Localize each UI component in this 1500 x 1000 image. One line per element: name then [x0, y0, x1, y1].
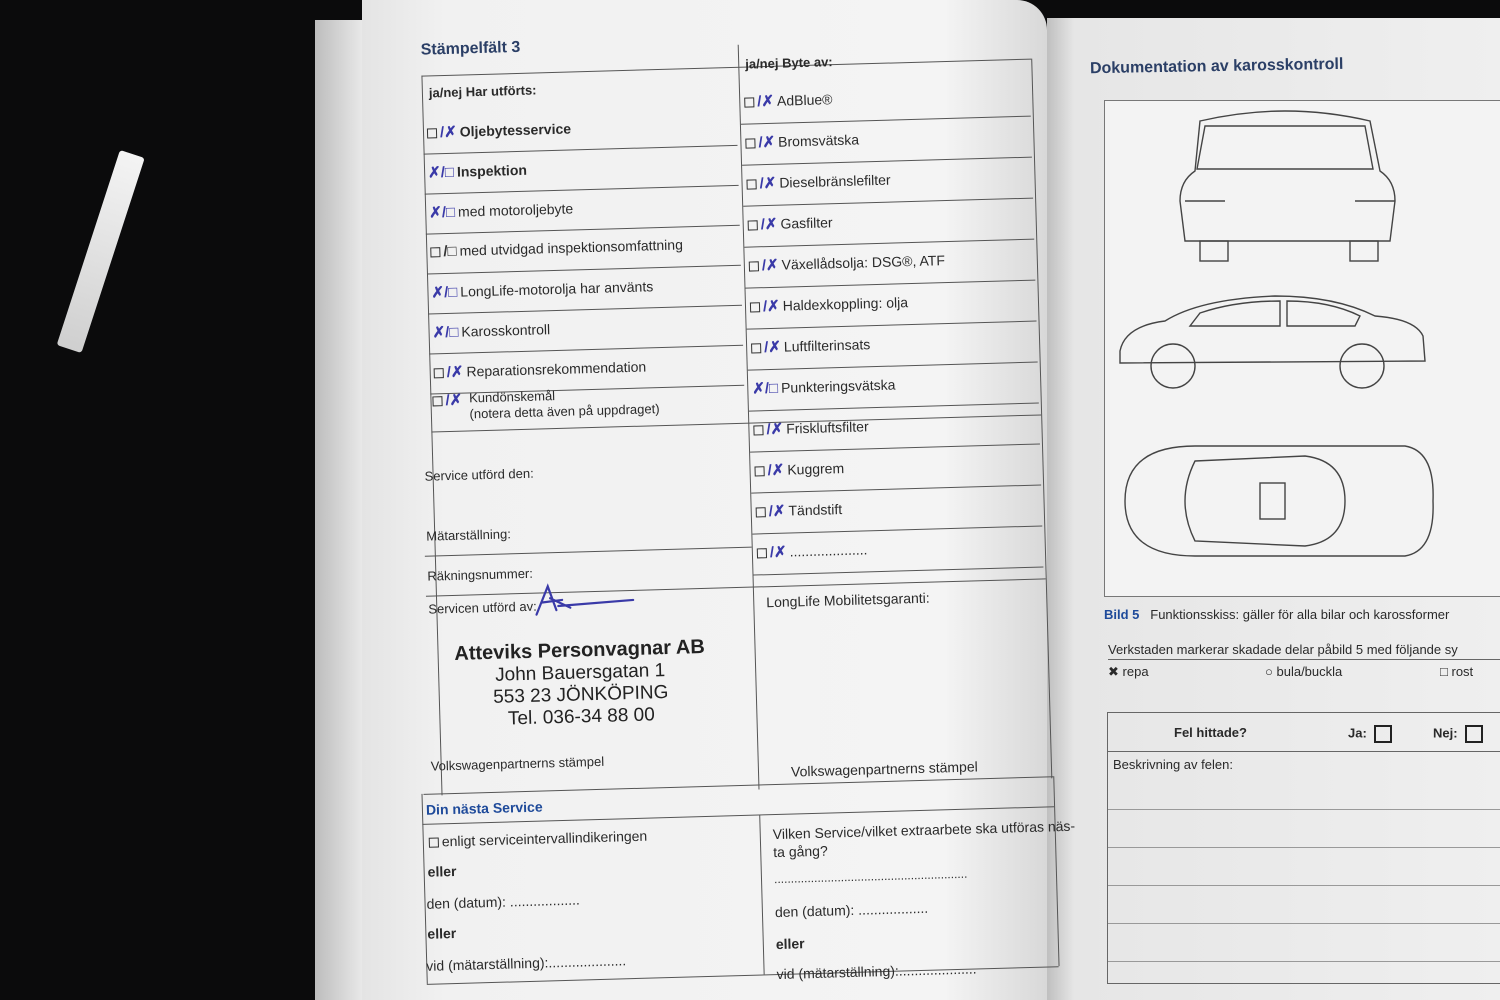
row-divider: [747, 321, 1037, 330]
row-divider: [749, 403, 1039, 412]
table-top-border: [421, 59, 1031, 77]
row-divider: [424, 145, 738, 155]
column-divider: [738, 45, 760, 790]
list-item: [752, 376, 896, 398]
row-divider: [750, 444, 1040, 453]
defects-found-label: Fel hittade?: [1174, 725, 1247, 740]
no-mark-icon: /✗: [769, 543, 787, 562]
list-item: [430, 236, 683, 260]
marking-instruction: Verkstaden markerar skadade delar påbild 5 med följande sy: [1108, 642, 1458, 657]
eller-1: eller: [427, 862, 457, 880]
list-item: [746, 171, 890, 193]
signature-icon: [528, 578, 639, 621]
list-item-label: Oljebytesservice: [459, 120, 572, 140]
divider: [1108, 847, 1500, 848]
rust-square-icon: □: [1440, 664, 1448, 679]
list-item-label: AdBlue®: [776, 91, 833, 109]
legend-dent: ○ bula/buckla: [1265, 664, 1343, 679]
list-item: [749, 251, 946, 274]
yes-checkbox[interactable]: [1374, 725, 1392, 743]
invoice-number-label: Räkningsnummer:: [427, 565, 534, 584]
list-item-label: Kuggrem: [787, 459, 845, 478]
list-item: [431, 277, 653, 301]
list-item-label: LongLife-motorolja har använts: [460, 278, 654, 300]
list-item: [750, 293, 909, 315]
list-item-label: ....................: [789, 541, 868, 560]
list-item: [751, 335, 871, 356]
divider: [1108, 751, 1500, 752]
checkbox[interactable]: [430, 247, 440, 257]
no-mark-icon: /✗: [760, 215, 778, 234]
list-item-label: Bromsvätska: [777, 131, 860, 150]
yes-mark-icon: ✗/□: [427, 163, 455, 182]
row-divider: [752, 525, 1042, 534]
no-mark-icon: /✗: [768, 502, 786, 521]
yes-mark-icon: ✗/□: [432, 323, 459, 342]
column-divider: [759, 814, 764, 974]
list-item: [427, 119, 571, 141]
checkbox[interactable]: [757, 548, 767, 558]
divider: [1108, 961, 1500, 962]
dealer-tel: Tel. 036-34 88 00: [507, 704, 656, 730]
checkbox[interactable]: [745, 139, 755, 149]
no-mark-icon: /✗: [758, 133, 776, 152]
page-title: Stämpelfält 3: [420, 38, 521, 59]
checkbox[interactable]: [427, 129, 437, 139]
row-divider: [743, 198, 1033, 207]
dent-circle-icon: ○: [1265, 664, 1273, 679]
list-item-label: med utvidgad inspektionsomfattning: [459, 236, 684, 259]
no-mark-icon: /✗: [766, 420, 784, 439]
list-item: [433, 357, 646, 381]
row-divider: [751, 484, 1041, 493]
list-item-label: med motoroljebyte: [457, 200, 574, 220]
no-mark-icon: /✗: [762, 297, 780, 316]
list-item: [747, 213, 832, 233]
yes-mark-icon: ✗/□: [431, 283, 458, 302]
figure-caption-label: Bild 5: [1104, 607, 1140, 622]
car-diagram: [1104, 100, 1500, 597]
no-mark-icon: /✗: [757, 92, 775, 111]
divider: [425, 547, 752, 557]
list-item-label: Växellådsolja: DSG®, ATF: [781, 252, 946, 273]
eller-2: eller: [427, 925, 457, 942]
dealer-city: 553 23 JÖNKÖPING: [492, 681, 669, 708]
col2-header: ja/nej Byte av:: [745, 54, 833, 72]
divider: [1108, 809, 1500, 810]
list-item: [755, 500, 842, 520]
row-divider: [429, 345, 743, 355]
divider: [1108, 659, 1500, 660]
list-item-label: Inspektion: [456, 161, 528, 180]
checkbox[interactable]: [434, 368, 444, 378]
divider: [426, 578, 1046, 596]
dealer-stamp: [429, 635, 731, 732]
list-item: [428, 161, 527, 182]
next-odometer-field[interactable]: vid (mätarställning):....................: [426, 952, 627, 974]
next-work-field[interactable]: ..........................................................: [773, 866, 968, 887]
checkbox[interactable]: [750, 303, 760, 313]
legend-rust: □ rost: [1440, 664, 1474, 679]
row-divider: [427, 265, 741, 275]
row-divider: [745, 280, 1035, 289]
checkbox[interactable]: [754, 467, 764, 477]
description-label: Beskrivning av felen:: [1113, 757, 1233, 772]
checkbox[interactable]: [744, 98, 754, 108]
no-mark-icon: /✗: [759, 174, 777, 193]
yes-label: Ja:: [1348, 725, 1392, 743]
list-item-label: Dieselbränslefilter: [779, 171, 891, 191]
no-mark-icon: /✗: [761, 256, 779, 275]
row-divider: [744, 239, 1034, 248]
row-divider: [425, 185, 739, 195]
list-item-label: Punkteringsvätska: [780, 376, 896, 396]
no-mark-icon: /✗: [763, 338, 782, 357]
yes-mark-icon: ✗/□: [429, 203, 456, 222]
col1-header: ja/nej Har utförts:: [428, 82, 537, 101]
no-mark-icon: /✗: [445, 391, 463, 410]
longlife-guarantee-label: LongLife Mobilitetsgaranti:: [766, 589, 930, 611]
scratch-icon: ✖: [1108, 664, 1119, 679]
next-date-right-field[interactable]: den (datum): ..................: [774, 899, 929, 921]
list-item-label: Reparationsrekommendation: [466, 358, 647, 380]
karosskontroll-title: Dokumentation av karosskontroll: [1089, 55, 1344, 78]
stamp-label-right: Volkswagenpartnerns stämpel: [790, 758, 978, 780]
stamp-field-sheet: [372, 6, 1076, 983]
defect-box: [1107, 712, 1500, 984]
checkbox[interactable]: [751, 344, 761, 354]
list-item-label: Haldexkoppling: olja: [782, 294, 909, 314]
checkbox[interactable]: [756, 507, 766, 517]
list-item-label: Friskluftsfilter: [785, 418, 869, 437]
list-item-label: Karosskontroll: [461, 321, 551, 340]
stamp-label-left: Volkswagenpartnerns stämpel: [430, 753, 605, 774]
list-item: [432, 320, 550, 341]
row-divider: [428, 305, 742, 315]
no-mark-icon: /✗: [446, 363, 464, 382]
list-item: [429, 199, 573, 221]
service-date-label: Service utförd den:: [424, 465, 534, 484]
list-item-label: Tändstift: [788, 501, 843, 519]
list-item: [744, 90, 833, 110]
dealer-street: John Bauersgatan 1: [494, 660, 666, 686]
empty-mark-icon: /□: [443, 242, 457, 261]
next-date-field[interactable]: den (datum): ..................: [426, 891, 581, 912]
background-streak: [57, 150, 145, 353]
list-item: [754, 459, 844, 479]
checkbox[interactable]: [749, 262, 759, 272]
next-work-question-2: ta gång?: [773, 842, 828, 861]
list-item: [745, 130, 859, 151]
no-checkbox[interactable]: [1465, 725, 1483, 743]
next-work-question-1: Vilken Service/vilket extraarbete ska utföras näs-: [772, 817, 1076, 843]
row-divider: [426, 225, 740, 235]
no-mark-icon: /✗: [439, 123, 458, 142]
figure-caption-text: Funktionsskiss: gäller för alla bilar och karossformer: [1150, 607, 1450, 622]
kundonskemal-row: [432, 385, 660, 423]
box-right-border: [1053, 776, 1059, 966]
checkbox[interactable]: [753, 426, 763, 436]
divider: [1108, 885, 1500, 886]
list-item-label: Gasfilter: [780, 214, 833, 232]
row-divider: [741, 116, 1031, 125]
list-item: [757, 540, 868, 561]
checkbox[interactable]: [429, 838, 439, 848]
car-outline-icon: [1105, 101, 1500, 596]
yes-mark-icon: ✗/□: [752, 379, 779, 398]
eller-3: eller: [775, 935, 805, 953]
legend-scratch: ✖ repa: [1108, 664, 1149, 679]
row-divider: [748, 362, 1038, 371]
serviced-by-label: Servicen utförd av:: [428, 598, 537, 617]
divider: [423, 776, 1053, 795]
interval-option: enligt serviceintervallindikeringen: [429, 828, 648, 850]
row-divider: [742, 157, 1032, 166]
next-service-title: Din nästa Service: [425, 798, 543, 818]
row-divider: [753, 566, 1043, 575]
checkbox[interactable]: [432, 396, 442, 406]
dealer-name: Atteviks Personvagnar AB: [454, 635, 706, 665]
odometer-label: Mätarställning:: [426, 526, 512, 544]
box-left-border: [421, 794, 427, 984]
divider: [1108, 923, 1500, 924]
no-label: Nej:: [1433, 725, 1483, 743]
checkbox[interactable]: [748, 221, 758, 231]
no-mark-icon: /✗: [767, 461, 785, 480]
kundonskemal-label: Kundönskemål: [468, 388, 556, 406]
figure-caption: [1104, 607, 1449, 622]
kundonskemal-note: (notera detta även på uppdraget): [469, 401, 660, 422]
checkbox[interactable]: [746, 180, 756, 190]
list-item-label: Luftfilterinsats: [783, 336, 871, 355]
next-odometer-right-field[interactable]: vid (mätarställning):....................: [776, 960, 977, 983]
